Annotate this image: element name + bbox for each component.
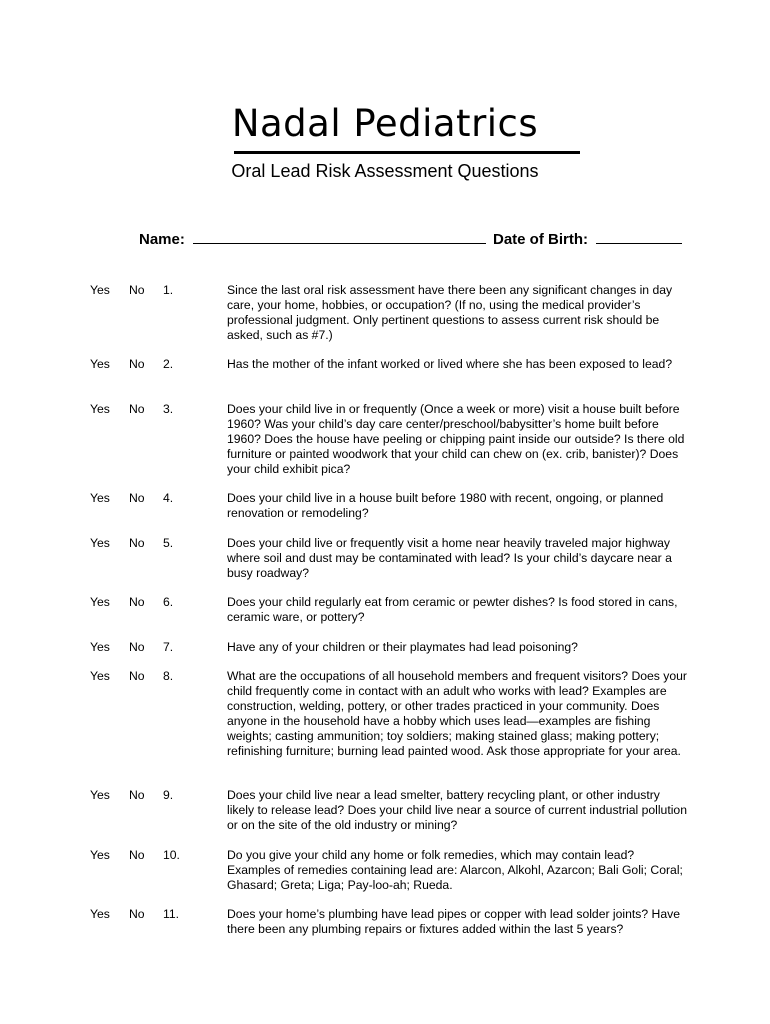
title-underline <box>234 151 580 154</box>
question-number: 2. <box>163 357 174 371</box>
question-number: 10. <box>163 848 180 862</box>
yes-option[interactable]: Yes <box>90 536 110 550</box>
name-label: Name: <box>139 231 185 248</box>
no-option[interactable]: No <box>129 283 145 297</box>
yes-option[interactable]: Yes <box>90 357 110 371</box>
yes-option[interactable]: Yes <box>90 788 110 802</box>
dob-field[interactable] <box>493 229 682 250</box>
name-blank[interactable] <box>193 229 486 244</box>
yes-option[interactable]: Yes <box>90 283 110 297</box>
no-option[interactable]: No <box>129 848 145 862</box>
question-text: What are the occupations of all household members and frequent visitors? Does your child frequently come in contact with an adult who works with lead? Examples are construction, welding, pottery, or other trades practiced in your community. Does anyone in the household have a hobby which uses lead—examples are fishing weights; casting ammunition; toy soldiers; making stained glass; making pottery; refinishing furniture; burning lead painted wood. Ask those appropriate for your area. <box>227 669 687 758</box>
question-text: Does your child live or frequently visit a home near heavily traveled major highway where soil and dust may be contaminated with lead? Is your child’s daycare near a busy roadway? <box>227 536 672 580</box>
question-text: Have any of your children or their playmates had lead poisoning? <box>227 640 578 654</box>
no-option[interactable]: No <box>129 788 145 802</box>
question-number: 5. <box>163 536 174 550</box>
question-text: Since the last oral risk assessment have there been any significant changes in day care, your home, hobbies, or occupation? (If no, using the medical provider’s professional judgment. Only pertinent questions to assess current risk should be asked, such as #7.) <box>227 283 673 342</box>
dob-blank[interactable] <box>596 229 682 244</box>
question-text: Does your child regularly eat from ceramic or pewter dishes? Is food stored in cans, ceramic ware, or pottery? <box>227 595 678 624</box>
yes-option[interactable]: Yes <box>90 402 110 416</box>
question-text: Does your child live in a house built before 1980 with recent, ongoing, or planned renovation or remodeling? <box>227 491 664 520</box>
question-number: 6. <box>163 595 174 609</box>
no-option[interactable]: No <box>129 491 145 505</box>
no-option[interactable]: No <box>129 640 145 654</box>
question-number: 9. <box>163 788 174 802</box>
no-option[interactable]: No <box>129 402 145 416</box>
no-option[interactable]: No <box>129 357 145 371</box>
yes-option[interactable]: Yes <box>90 491 110 505</box>
question-text: Does your home’s plumbing have lead pipes or copper with lead solder joints? Have there been any plumbing repairs or fixtures added within the last 5 years? <box>227 907 681 936</box>
yes-option[interactable]: Yes <box>90 640 110 654</box>
question-text: Do you give your child any home or folk remedies, which may contain lead? Examples of remedies containing lead are: Alarcon, Alkohl, Azarcon; Bali Goli; Coral; Ghasard; Greta; Liga; Pay-loo-ah; Rueda. <box>227 848 683 892</box>
yes-option[interactable]: Yes <box>90 848 110 862</box>
name-field[interactable] <box>139 229 486 250</box>
no-option[interactable]: No <box>129 536 145 550</box>
question-number: 7. <box>163 640 174 654</box>
no-option[interactable]: No <box>129 907 145 921</box>
question-number: 4. <box>163 491 174 505</box>
question-number: 11. <box>163 907 180 921</box>
no-option[interactable]: No <box>129 669 145 683</box>
question-number: 8. <box>163 669 174 683</box>
question-text: Does your child live near a lead smelter, battery recycling plant, or other industry likely to release lead? Does your child live near a source of current industrial pollution or on the site of the old industry or mining? <box>227 788 687 832</box>
page-title: Nadal Pediatrics <box>231 102 539 145</box>
question-text: Does your child live in or frequently (Once a week or more) visit a house built before 1960? Was your child’s day care center/preschool/babysitter’s home built before 1960? Does the house have peeling or chipping paint inside our outside? Is there old furniture or painted woodwork that your child can chew on (ex. crib, banister)? Does your child exhibit pica? <box>227 402 685 476</box>
no-option[interactable]: No <box>129 595 145 609</box>
question-text: Has the mother of the infant worked or lived where she has been exposed to lead? <box>227 357 673 371</box>
page-subtitle: Oral Lead Risk Assessment Questions <box>231 161 539 181</box>
dob-label: Date of Birth: <box>493 231 588 248</box>
yes-option[interactable]: Yes <box>90 907 110 921</box>
yes-option[interactable]: Yes <box>90 669 110 683</box>
yes-option[interactable]: Yes <box>90 595 110 609</box>
question-number: 3. <box>163 402 174 416</box>
question-number: 1. <box>163 283 174 297</box>
